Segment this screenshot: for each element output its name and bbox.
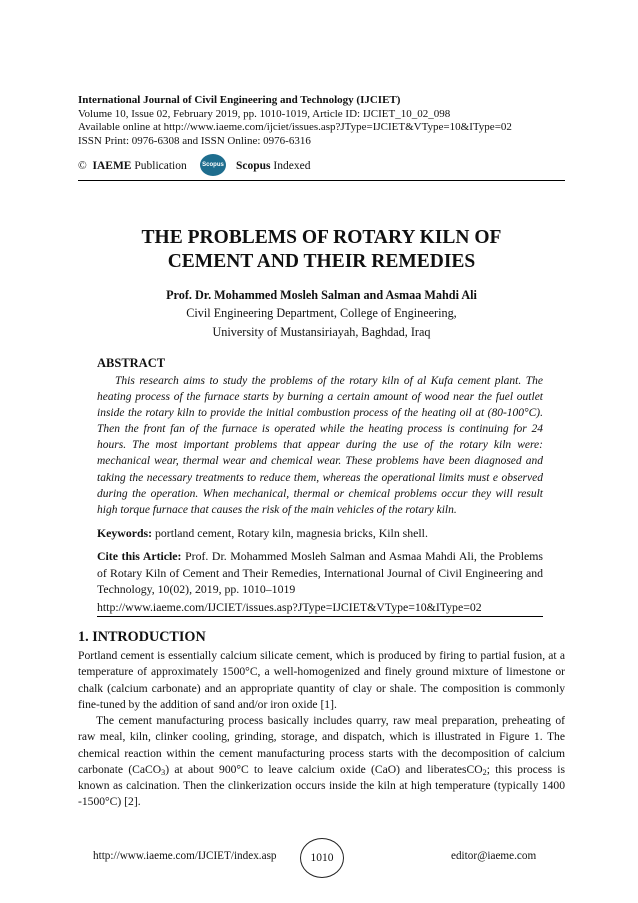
intro-p2-part-c: ; this process is known as calcination. Then the clinkerization occurs inside the kiln at high temperature (typically 1400 -1500°C) [2]. — [78, 762, 565, 809]
scopus-label: Scopus — [236, 160, 271, 172]
subscript-2: 2 — [482, 767, 487, 777]
introduction-heading: 1. INTRODUCTION — [78, 629, 206, 645]
affiliation-line-2: University of Mustansiriayah, Baghdad, Iraq — [212, 325, 431, 339]
journal-title: International Journal of Civil Engineering and Technology (IJCIET) — [78, 94, 401, 106]
page-footer — [0, 838, 638, 878]
title-line-2: CEMENT AND THEIR REMEDIES — [167, 251, 476, 272]
subscript-3: 3 — [161, 767, 166, 777]
volume-line: Volume 10, Issue 02, February 2019, pp. 1010-1019, Article ID: IJCIET_10_02_098 — [78, 107, 451, 120]
authors: Prof. Dr. Mohammed Mosleh Salman and Asmaa Mahdi Ali — [166, 288, 477, 302]
issn-line: ISSN Print: 0976-6308 and ISSN Online: 0976-6316 — [78, 134, 311, 147]
online-line: Available online at http://www.iaeme.com/ijciet/issues.asp?JType=IJCIET&VType=10&IType=02 — [78, 121, 512, 134]
publisher-row — [78, 154, 568, 180]
page-number: 1010 — [300, 838, 344, 878]
header-divider — [78, 180, 565, 181]
keywords-text: portland cement, Rotary kiln, magnesia bricks, Kiln shell. — [155, 526, 428, 540]
publisher-credit — [78, 160, 187, 172]
abstract-text: This research aims to study the problems of the rotary kiln of al Kufa cement plant. The heating process of the furnace starts by burning a certain amount of wood near the fuel outlet inside the rotary kiln to provide the initial combustion process of the heating oil at (80-100°C). Then the front fan of the furnace is operated while the heating process is continuing for 24 hours. The most important problems that appear during the use of the rotary kiln were: mechanical wear, thermal wear and chemical wear. These problems have been diagnosed and taking the necessary treatments to reduce them, whereas the operational limits must e observed during the operation. When mechanical, thermal or chemical problems occur they will result high torque furnace that causes the risk of the main vehicles of the rotary kiln. — [97, 375, 543, 516]
intro-paragraph-1: Portland cement is essentially calcium silicate cement, which is produced by firing to partial fusion, at a temperature of approximately 1500°C, a well-homogenized and finely ground mixture of limestone or chalk (calcium carbonate) and an appropriate quantity of clay or shale. The composition is commonly fine-tuned by the addition of sand and/or iron oxide [1]. — [78, 649, 565, 711]
article-url-link[interactable]: http://www.iaeme.com/IJCIET/issues.asp?JType=IJCIET&VType=10&IType=02 — [97, 600, 543, 617]
publisher-suffix: Publication — [134, 160, 187, 172]
scopus-indexed — [236, 160, 310, 172]
copyright-symbol: © — [78, 160, 87, 172]
scopus-logo-icon: Scopus — [200, 154, 226, 176]
paper-title — [78, 226, 565, 274]
cite-label: Cite this Article: — [97, 549, 182, 563]
title-line-1: THE PROBLEMS OF ROTARY KILN OF — [141, 227, 502, 248]
footer-url-link[interactable]: http://www.iaeme.com/IJCIET/index.asp — [93, 850, 277, 862]
indexed-label: Indexed — [273, 160, 311, 172]
keywords-label: Keywords: — [97, 526, 153, 540]
citation — [97, 548, 543, 598]
journal-header — [78, 94, 568, 148]
affiliation-line-1: Civil Engineering Department, College of Engineering, — [186, 306, 457, 320]
intro-p2-part-b: ) at about 900°C to leave calcium oxide (CaO) and liberatesCO — [165, 762, 483, 776]
publisher-name: IAEME — [92, 160, 132, 172]
abstract-heading: ABSTRACT — [97, 356, 166, 370]
intro-p2-part-a: The cement manufacturing process basically includes quarry, raw meal preparation, preheating of raw meal, kiln, clinker cooling, grinding, storage, and dispatch, which is illustrated in Figure 1. The chemical reaction within the cement manufacturing process starts with the decomposition of calcium carbonate (CaCO — [78, 714, 565, 776]
footer-email-link[interactable]: editor@iaeme.com — [451, 850, 537, 862]
intro-paragraph-2 — [78, 713, 565, 811]
keywords — [97, 526, 543, 541]
cite-text: Prof. Dr. Mohammed Mosleh Salman and Asmaa Mahdi Ali, the Problems of Rotary Kiln of Cement and Their Remedies, International Journal of Civil Engineering and Technology, 10(02), 2019, pp. 1010–1019 — [97, 549, 543, 597]
